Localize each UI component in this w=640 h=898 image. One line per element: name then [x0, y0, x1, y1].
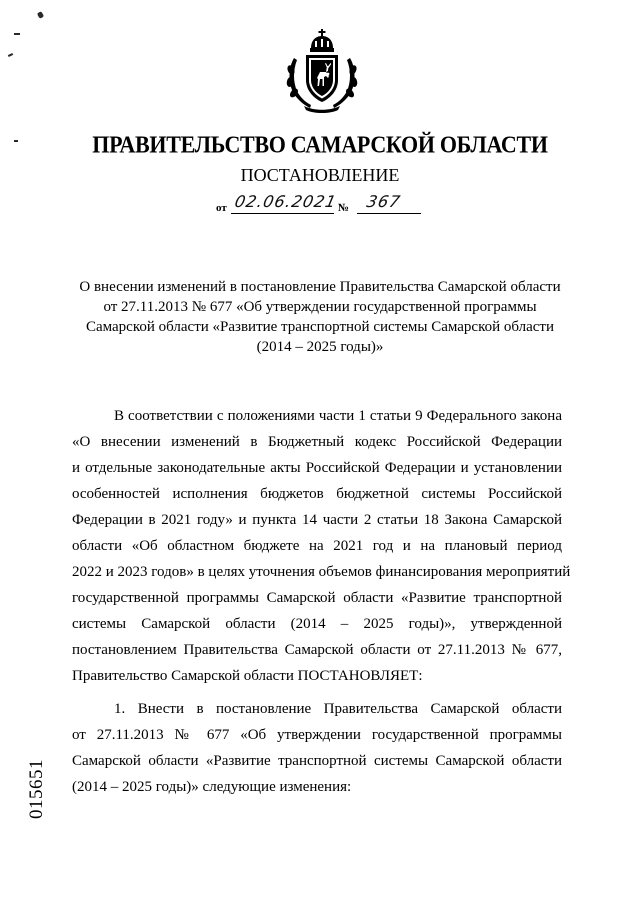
scan-artifact — [14, 33, 20, 35]
body-line: Самарской области «Развитие транспортной системы Самарской области — [72, 753, 562, 769]
body-line: Правительство Самарской области ПОСТАНОВЛЯЕТ: — [72, 668, 423, 684]
body-line: системы Самарской области (2014 – 2025 годы)», утвержденной — [72, 616, 562, 632]
document-subject — [70, 277, 570, 357]
scan-artifact — [8, 53, 13, 57]
body-line: государственной программы Самарской области «Развитие транспортной — [72, 590, 562, 606]
body-line: 2022 и 2023 годов» в целях уточнения объемов финансирования мероприятий — [72, 564, 571, 580]
body-line: 1. Внести в постановление Правительства Самарской области — [114, 701, 562, 717]
body-line: области «Об областном бюджете на 2021 год и на плановый период — [72, 538, 562, 554]
body-line: Федерации в 2021 году» и пункта 14 части 2 статьи 18 Закона Самарской — [72, 512, 562, 528]
body-paragraph-preamble — [72, 403, 571, 689]
handwritten-date: 02.06.2021 — [232, 192, 339, 211]
subject-line: О внесении изменений в постановление Правительства Самарской области — [79, 279, 561, 295]
body-line: особенностей исполнения бюджетов бюджетной системы Российской — [72, 486, 562, 502]
body-line: от 27.11.2013 № 677 «Об утверждении государственной программы — [72, 727, 562, 743]
number-label: № — [338, 202, 350, 214]
scan-artifact — [37, 11, 44, 19]
handwritten-number: 367 — [364, 192, 403, 211]
body-line: и отдельные законодательные акты Российской Федерации и установлении — [72, 460, 562, 476]
registration-number: 015651 — [26, 759, 47, 819]
document-type: ПОСТАНОВЛЕНИЕ — [240, 165, 400, 185]
body-line: В соответствии с положениями части 1 статьи 9 Федерального закона — [114, 408, 562, 424]
body-line: «О внесении изменений в Бюджетный кодекс Российской Федерации — [72, 434, 562, 450]
date-number-line — [0, 194, 640, 218]
body-line: (2014 – 2025 годы)» следующие изменения: — [72, 779, 352, 795]
number-field — [357, 194, 421, 214]
subject-line: (2014 – 2025 годы)» — [256, 339, 384, 355]
date-label: от — [216, 202, 227, 214]
body-line: постановлением Правительства Самарской области от 27.11.2013 № 677, — [72, 642, 562, 658]
organization-title: ПРАВИТЕЛЬСТВО САМАРСКОЙ ОБЛАСТИ — [92, 130, 548, 158]
body-paragraph-item-1 — [72, 696, 562, 800]
date-field — [231, 192, 339, 214]
coat-of-arms-icon — [284, 28, 360, 114]
subject-line: от 27.11.2013 № 677 «Об утверждении государственной программы — [103, 299, 537, 315]
subject-line: Самарской области «Развитие транспортной системы Самарской области — [85, 319, 555, 335]
